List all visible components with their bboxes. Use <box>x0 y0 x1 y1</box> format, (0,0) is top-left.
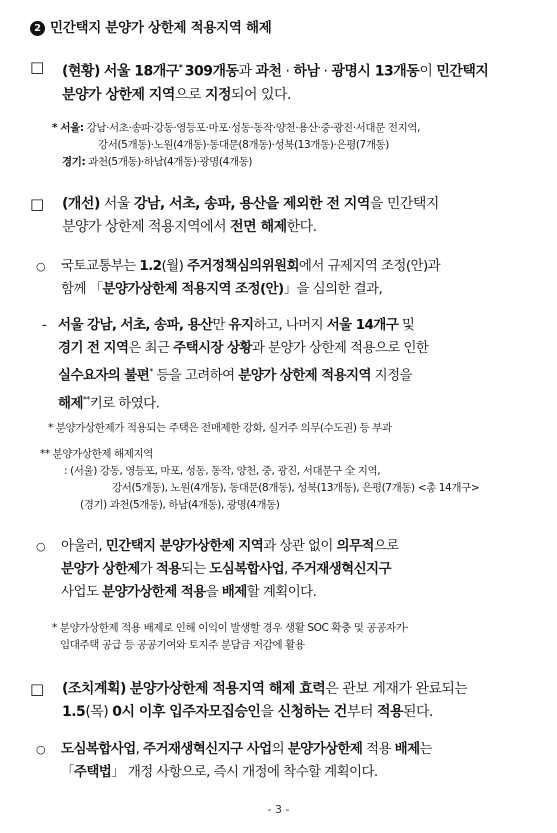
improvement-item <box>30 193 540 243</box>
decision-line-3: 실수요자의 불편* 등을 고려하여 분양가 상한제 적용지역 지정을 <box>58 367 412 384</box>
decision-line-4: 해제**키로 하였다. <box>58 394 160 411</box>
exclusion-line-1: 아울러, 민간택지 분양가상한제 지역과 상관 없이 의무적으로 <box>61 538 399 554</box>
footnote-public-contribution: * 분양가상한제 적용 배제로 인해 이익이 발생할 경우 생활 SOC 확충 및 공공자가· 임대주택 공급 등 공공기여와 토지주 분담금 저감에 활용 <box>52 622 409 651</box>
checkbox-bullet-icon: □ <box>30 680 44 698</box>
section-number: 2 <box>30 21 45 36</box>
housing-act-bullet <box>36 738 541 788</box>
improvement-line-1: (개선) 서울 강남, 서초, 송파, 용산을 제외한 전 지역을 민간택지 <box>62 196 439 212</box>
decision-line-1: 서울 강남, 서초, 송파, 용산만 유지하고, 나머지 서울 14개구 및 <box>58 317 415 333</box>
circle-bullet-icon: ○ <box>36 540 45 553</box>
footnote-released-areas: ** 분양가상한제 해제지역 : (서울) 강동, 영등포, 마포, 성동, 동작, 양천, 중, 광진, 서대문구 全 지역, 강서(5개동), 노원(4개동), 동대문(8개동), 성북(13개동), 은평(7개동) <총 14개구> (경기) 과천(5개동), 하남(4개동), 광명(4개동) <box>40 448 480 511</box>
deliberation-line-1: 국토교통부는 1.2(월) 주거정책심의위원회에서 규제지역 조정(안)과 <box>61 258 441 274</box>
checkbox-bullet-icon: □ <box>30 58 44 76</box>
action-plan-item <box>30 678 540 728</box>
circle-bullet-icon: ○ <box>36 260 45 273</box>
housing-act-line-1: 도심복합사업, 주거재생혁신지구 사업의 분양가상한제 적용 배제는 <box>61 741 432 757</box>
status-line-2: 분양가 상한제 지역으로 지정되어 있다. <box>62 86 292 103</box>
status-footnote: * 서울: 강남·서초·송파·강동·영등포·마포·성동·동작·양천·용산·중·광진·서대문 전지역, 강서(5개동)·노원(4개동)·동대문(8개동)·성북(13개동)·은평(7개동) 경기: 과천(5개동)·하남(4개동)·광명(4개동) <box>52 122 421 168</box>
exclusion-bullet <box>36 535 541 607</box>
deliberation-line-2: 함께 「분양가상한제 적용지역 조정(안)」을 심의한 결과, <box>61 281 383 297</box>
exclusion-line-2: 분양가 상한제가 적용되는 도심복합사업, 주거재생혁신지구 <box>61 561 391 577</box>
status-line-1: (현황) 서울 18개구* 309개동과 과천 · 하남 · 광명시 13개동이 민간택지 <box>62 63 489 80</box>
checkbox-bullet-icon: □ <box>30 195 44 213</box>
status-item <box>30 56 540 106</box>
action-plan-line-1: (조치계획) 분양가상한제 적용지역 해제 효력은 관보 게재가 완료되는 <box>62 681 468 697</box>
section-title-text: 민간택지 분양가 상한제 적용지역 해제 <box>50 20 272 36</box>
decision-line-2: 경기 전 지역은 최근 주택시장 상황과 분양가 상한제 적용으로 인한 <box>58 340 429 356</box>
footnote-regulation: * 분양가상한제가 적용되는 주택은 전매제한 강화, 실거주 의무(수도권) 등 부과 <box>48 422 392 434</box>
circle-bullet-icon: ○ <box>36 743 45 756</box>
section-title <box>30 16 271 36</box>
improvement-line-2: 분양가 상한제 적용지역에서 전면 해제한다. <box>62 219 317 235</box>
decision-dash-item <box>42 314 542 409</box>
dash-bullet-icon: - <box>42 317 47 333</box>
deliberation-bullet <box>36 255 541 305</box>
housing-act-line-2: 「주택법」 개정 사항으로, 즉시 개정에 착수할 계획이다. <box>61 764 378 780</box>
action-plan-line-2: 1.5(목) 0시 이후 입주자모집승인을 신청하는 건부터 적용된다. <box>62 704 433 720</box>
exclusion-line-3: 사업도 분양가상한제 적용을 배제할 계획이다. <box>61 584 317 600</box>
page-number: - 3 - <box>267 803 290 816</box>
